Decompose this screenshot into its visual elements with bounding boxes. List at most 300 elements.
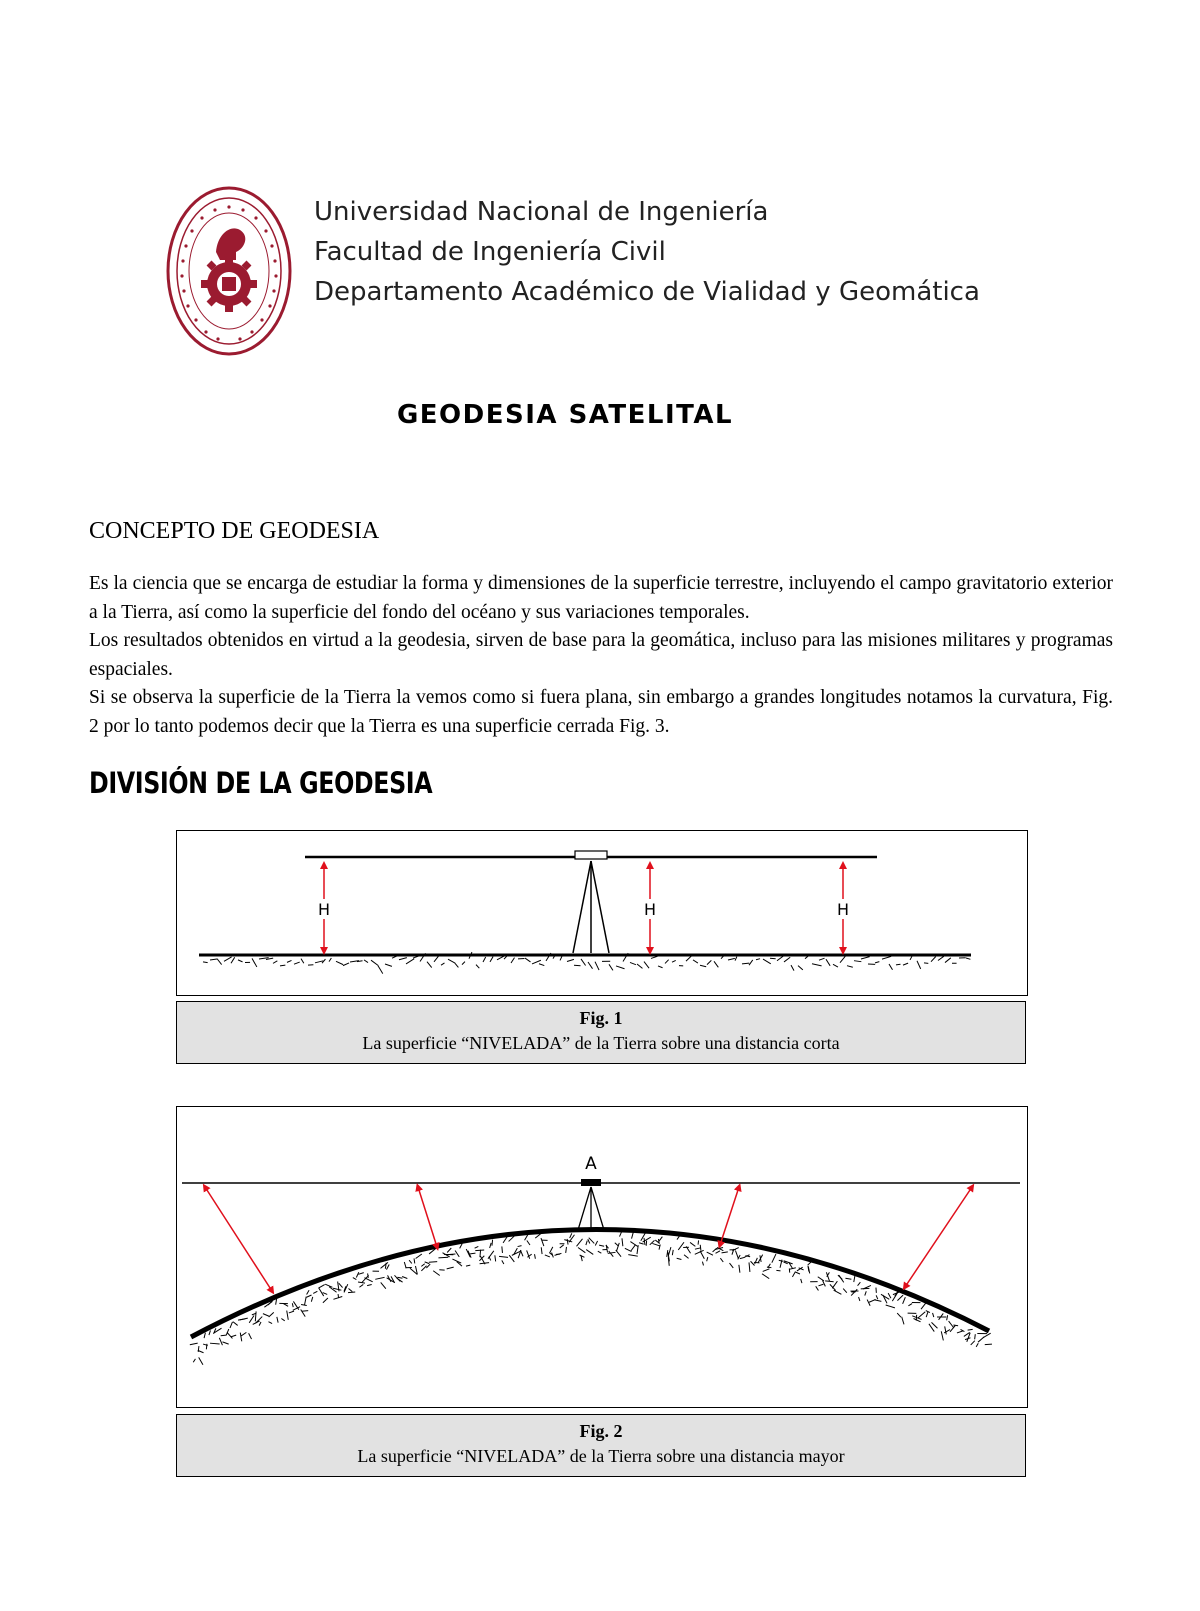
soil-hatch [313,1291,317,1293]
soil-hatch [210,1343,220,1344]
soil-hatch [918,1312,925,1318]
soil-hatch [933,1313,934,1317]
soil-hatch [672,960,676,962]
soil-hatch [700,1245,701,1251]
earth-curved-surface [191,1229,989,1337]
soil-hatch [938,956,944,960]
soil-hatch [329,1287,336,1293]
soil-hatch [926,1312,928,1317]
soil-hatch [735,957,737,961]
soil-hatch [371,960,378,965]
soil-hatch [876,1295,878,1299]
soil-hatch [795,1272,800,1274]
soil-hatch [677,1258,682,1259]
soil-hatch [329,958,331,962]
soil-hatch [338,1294,339,1298]
soil-hatch [760,1255,761,1262]
soil-hatch [319,1288,324,1296]
soil-hatch [259,1322,261,1326]
soil-hatch [720,1258,723,1262]
soil-hatch [306,1295,311,1297]
soil-hatch [630,962,636,964]
soil-hatch [567,1239,568,1245]
soil-hatch [460,1243,463,1248]
soil-hatch [975,1334,976,1339]
soil-hatch [452,1259,461,1263]
soil-hatch [665,960,669,964]
height-label: H [317,900,331,919]
body-paragraph: Si se observa la superficie de la Tierra la vemos como si fuera plana, sin embargo a grandes longitudes notamos la curvatura, Fig. 2 por lo tanto podemos decir que la Tierra es una superficie cerrada Fig. 3. [89,687,1113,737]
soil-hatch [784,957,790,962]
soil-hatch [348,1292,355,1293]
soil-hatch [971,1341,975,1345]
figure-2-caption [176,1414,1026,1477]
soil-hatch [578,1248,585,1253]
soil-hatch [903,1297,906,1304]
soil-hatch [639,1243,644,1244]
soil-hatch [492,1240,493,1246]
soil-hatch [404,1262,406,1268]
soil-hatch [199,1357,203,1364]
figure-1-svg [177,831,1027,995]
soil-hatch [475,1250,484,1251]
soil-hatch [466,1265,470,1266]
soil-hatch [598,1251,602,1253]
soil-hatch [364,1278,372,1282]
soil-hatch [307,1290,309,1294]
soil-hatch [819,958,825,960]
soil-hatch [488,1251,494,1259]
soil-hatch [447,1248,451,1253]
soil-hatch [818,1284,823,1286]
soil-hatch [421,1264,424,1267]
soil-hatch [953,1325,958,1326]
figure-1-caption [176,1001,1026,1064]
soil-hatch [193,1359,195,1362]
soil-hatch [728,958,735,960]
soil-hatch [397,1277,402,1278]
soil-hatch [595,1241,597,1246]
soil-hatch [483,957,486,962]
soil-hatch [448,1254,456,1255]
soil-hatch [527,1250,530,1258]
soil-hatch [502,1246,503,1253]
soil-hatch [475,1246,479,1248]
soil-hatch [695,1248,701,1249]
soil-hatch [356,1272,358,1277]
soil-hatch [631,1245,636,1251]
soil-hatch [825,1281,834,1282]
soil-hatch [502,1260,504,1264]
soil-hatch [221,1335,226,1336]
soil-hatch [433,1271,439,1276]
soil-hatch [695,1250,704,1254]
soil-hatch [231,1335,236,1337]
soil-hatch [385,964,392,966]
body-paragraph: Es la ciencia que se encarga de estudiar la forma y dimensiones de la superficie terrestre, incluyendo el campo gravitatorio exterior a la Tierra, así como la superficie del fondo del océano y sus variaciones temporales. [89,573,1113,623]
soil-hatch [287,1311,289,1320]
body-paragraph: Los resultados obtenidos en virtud a la geodesia, sirven de base para la geomática, incluso para las misiones militares y programas espaciales. [89,630,1113,680]
soil-hatch [749,960,753,965]
soil-hatch [293,1307,300,1311]
soil-hatch [402,1277,407,1279]
soil-hatch [249,1315,254,1322]
soil-hatch [289,1311,294,1313]
soil-hatch [209,1330,211,1335]
soil-hatch [897,1295,903,1301]
soil-hatch [668,1247,670,1255]
soil-hatch [882,956,891,959]
soil-hatch [616,1250,621,1257]
soil-hatch [735,1251,738,1259]
soil-hatch [539,964,544,966]
soil-hatch [722,1252,728,1253]
soil-hatch [812,964,822,966]
soil-hatch [302,1311,309,1312]
soil-hatch [368,1273,369,1277]
height-arrow [720,1187,739,1245]
soil-hatch [838,1275,842,1279]
soil-hatch [560,1245,564,1248]
soil-hatch [713,1248,717,1252]
soil-hatch [678,1242,684,1250]
soil-hatch [545,1255,550,1257]
soil-hatch [287,960,292,962]
soil-hatch [641,1233,646,1241]
soil-hatch [385,1263,386,1269]
soil-hatch [833,964,838,967]
soil-hatch [693,960,698,963]
soil-hatch [897,1313,901,1317]
soil-hatch [281,1318,284,1320]
soil-hatch [791,965,794,971]
soil-hatch [595,962,599,970]
soil-hatch [427,962,432,968]
soil-hatch [416,1254,422,1259]
soil-hatch [644,962,649,969]
soil-hatch [854,961,861,962]
soil-hatch [966,958,970,959]
soil-hatch [206,1344,207,1349]
soil-hatch [976,1343,978,1347]
soil-hatch [358,1282,365,1283]
soil-hatch [707,960,711,964]
soil-hatch [845,1278,851,1279]
soil-hatch [358,1273,363,1275]
soil-hatch [622,1238,623,1246]
soil-hatch [190,1343,198,1345]
institution-university: Universidad Nacional de Ingeniería [314,197,769,227]
soil-hatch [499,1256,508,1257]
soil-hatch [252,958,257,967]
soil-hatch [421,1266,426,1271]
soil-hatch [843,1289,847,1293]
soil-hatch [859,1297,860,1301]
soil-hatch [832,1281,837,1288]
soil-hatch [609,964,613,970]
soil-hatch [509,1255,514,1262]
height-label: H [643,900,657,919]
soil-hatch [903,963,908,965]
soil-hatch [397,1278,403,1282]
soil-hatch [908,1304,912,1306]
soil-hatch [409,1260,412,1263]
height-arrow [905,1187,972,1287]
soil-hatch [826,959,830,966]
soil-hatch [490,1243,491,1248]
soil-hatch [386,1265,389,1270]
soil-hatch [588,962,593,969]
soil-hatch [615,1243,619,1246]
soil-hatch [518,1246,522,1247]
soil-hatch [268,1322,272,1324]
soil-hatch [441,963,445,965]
soil-hatch [763,959,771,964]
height-label: H [836,900,850,919]
soil-hatch [658,966,663,968]
soil-hatch [808,1267,809,1274]
soil-hatch [527,1241,530,1245]
institution-department: Departamento Académico de Vialidad y Geomática [314,277,980,307]
soil-hatch [772,1254,776,1263]
soil-hatch [968,1329,973,1330]
soil-hatch [448,959,455,963]
soil-hatch [325,1284,332,1287]
soil-hatch [447,1267,454,1269]
soil-hatch [729,1263,733,1268]
soil-hatch [608,1252,616,1253]
soil-hatch [569,1235,574,1242]
soil-hatch [798,966,803,970]
level-instrument [581,1179,601,1186]
soil-hatch [716,1251,721,1253]
soil-hatch [588,1239,590,1243]
soil-hatch [707,1257,708,1261]
figure-2-diagram [176,1106,1028,1408]
soil-hatch [875,962,879,963]
soil-hatch [847,966,853,968]
soil-hatch [707,1252,713,1255]
soil-hatch [233,1322,238,1326]
soil-hatch [628,1255,637,1257]
soil-hatch [570,1233,572,1238]
soil-hatch [917,961,921,969]
soil-hatch [867,1300,870,1306]
soil-hatch [550,1247,553,1253]
soil-hatch [945,958,951,963]
soil-hatch [931,957,936,962]
soil-hatch [861,957,870,959]
tripod [573,861,609,953]
soil-hatch [520,1250,523,1256]
soil-hatch [889,964,893,970]
soil-hatch [455,963,458,967]
soil-hatch [896,964,900,965]
soil-hatch [249,1333,252,1339]
level-instrument [575,851,607,859]
soil-hatch [684,1255,689,1259]
soil-hatch [941,1331,943,1340]
soil-hatch [364,960,368,963]
soil-hatch [886,1305,895,1308]
soil-hatch [511,958,515,963]
soil-hatch [367,1285,372,1286]
soil-hatch [429,1262,437,1263]
soil-hatch [294,962,300,964]
soil-hatch [756,959,760,960]
soil-hatch [219,1338,222,1345]
soil-hatch [740,1257,745,1258]
soil-hatch [222,1342,228,1344]
soil-hatch [672,1250,673,1255]
soil-hatch [359,1284,363,1287]
soil-hatch [217,959,222,965]
soil-hatch [339,1283,343,1287]
soil-hatch [834,1290,842,1294]
soil-hatch [586,1241,587,1245]
soil-hatch [263,1314,269,1316]
soil-hatch [476,965,479,969]
soil-hatch [651,956,657,958]
figure-2-caption-text: La superficie “NIVELADA” de la Tierra sobre una distancia mayor [357,1446,845,1466]
soil-hatch [231,957,235,963]
soil-hatch [541,1247,542,1254]
soil-hatch [348,1288,352,1291]
soil-hatch [399,958,407,960]
soil-hatch [425,1262,430,1264]
soil-hatch [414,1258,415,1263]
soil-hatch [504,956,507,959]
university-seal-icon [166,186,292,356]
section-body-concepto [89,570,1113,741]
soil-hatch [336,961,343,964]
height-arrow [418,1187,437,1247]
soil-hatch [816,1286,819,1290]
soil-hatch [480,1250,481,1257]
soil-hatch [858,1282,861,1285]
soil-hatch [714,961,718,967]
soil-hatch [652,1243,660,1245]
soil-hatch [700,1251,704,1259]
soil-hatch [462,962,465,965]
soil-hatch [241,1332,246,1336]
soil-hatch [280,965,285,966]
soil-hatch [204,1333,205,1338]
soil-hatch [333,1296,342,1299]
soil-hatch [323,1298,328,1303]
soil-hatch [637,964,642,968]
soil-hatch [865,1291,866,1295]
soil-hatch [581,959,586,966]
soil-hatch [947,1315,948,1320]
soil-hatch [619,1232,621,1237]
soil-hatch [742,963,749,964]
soil-hatch [240,1333,242,1342]
institution-faculty: Facultad de Ingeniería Civil [314,237,666,267]
soil-hatch [801,1279,802,1283]
soil-hatch [273,961,277,964]
soil-hatch [532,960,541,964]
soil-hatch [203,962,208,963]
soil-hatch [690,1242,695,1246]
soil-hatch [489,1257,491,1261]
soil-hatch [535,1254,536,1259]
soil-hatch [375,1277,384,1279]
soil-hatch [902,1317,904,1325]
soil-hatch [224,957,232,961]
soil-hatch [301,959,304,964]
soil-hatch [333,1288,341,1290]
soil-hatch [776,1270,780,1271]
soil-hatch [808,1262,811,1265]
soil-hatch [567,959,574,961]
institution-name-block [314,192,980,312]
soil-hatch [625,1248,632,1251]
figure-1-caption-text: La superficie “NIVELADA” de la Tierra sobre una distancia corta [362,1033,840,1053]
soil-hatch [438,1257,448,1258]
figure-1-diagram [176,830,1028,996]
soil-hatch [616,966,625,969]
soil-hatch [945,1326,947,1334]
soil-hatch [343,963,349,966]
soil-hatch [269,1312,274,1317]
soil-hatch [230,1322,232,1328]
soil-hatch [644,1238,645,1245]
soil-hatch [700,965,706,967]
soil-hatch [525,958,530,962]
soil-hatch [541,1238,544,1246]
soil-hatch [762,1274,769,1279]
soil-hatch [792,1272,795,1277]
soil-hatch [957,1331,963,1333]
soil-hatch [749,1262,750,1272]
soil-hatch [426,1264,430,1268]
station-label: A [585,1154,597,1174]
soil-hatch [751,1261,755,1265]
soil-hatch [311,1297,312,1302]
soil-hatch [931,1322,937,1328]
soil-hatch [480,1263,489,1264]
soil-hatch [949,1321,954,1328]
soil-hatch [770,958,776,959]
soil-hatch [823,1281,826,1287]
figure-2-caption-title: Fig. 2 [579,1421,623,1441]
soil-hatch [210,959,217,960]
soil-hatch [854,1275,855,1282]
soil-hatch [577,1239,583,1247]
soil-hatch [840,956,845,962]
soil-hatch [566,1247,567,1253]
soil-hatch [255,1311,256,1321]
height-arrow [205,1187,272,1291]
soil-hatch [586,1250,593,1255]
soil-hatch [702,1262,703,1266]
soil-hatch [406,959,414,964]
soil-hatch [344,1284,348,1292]
soil-hatch [301,1304,307,1305]
section-heading-division: DIVISIÓN DE LA GEODESIA [89,766,433,800]
soil-hatch [763,1269,770,1272]
soil-hatch [818,1277,824,1281]
soil-hatch [470,1253,475,1254]
soil-hatch [495,1255,496,1261]
soil-hatch [277,1317,278,1323]
soil-hatch [580,1255,585,1257]
soil-hatch [490,957,493,962]
figure-2-svg [177,1107,1027,1407]
tripod [578,1187,604,1230]
soil-hatch [238,960,243,962]
